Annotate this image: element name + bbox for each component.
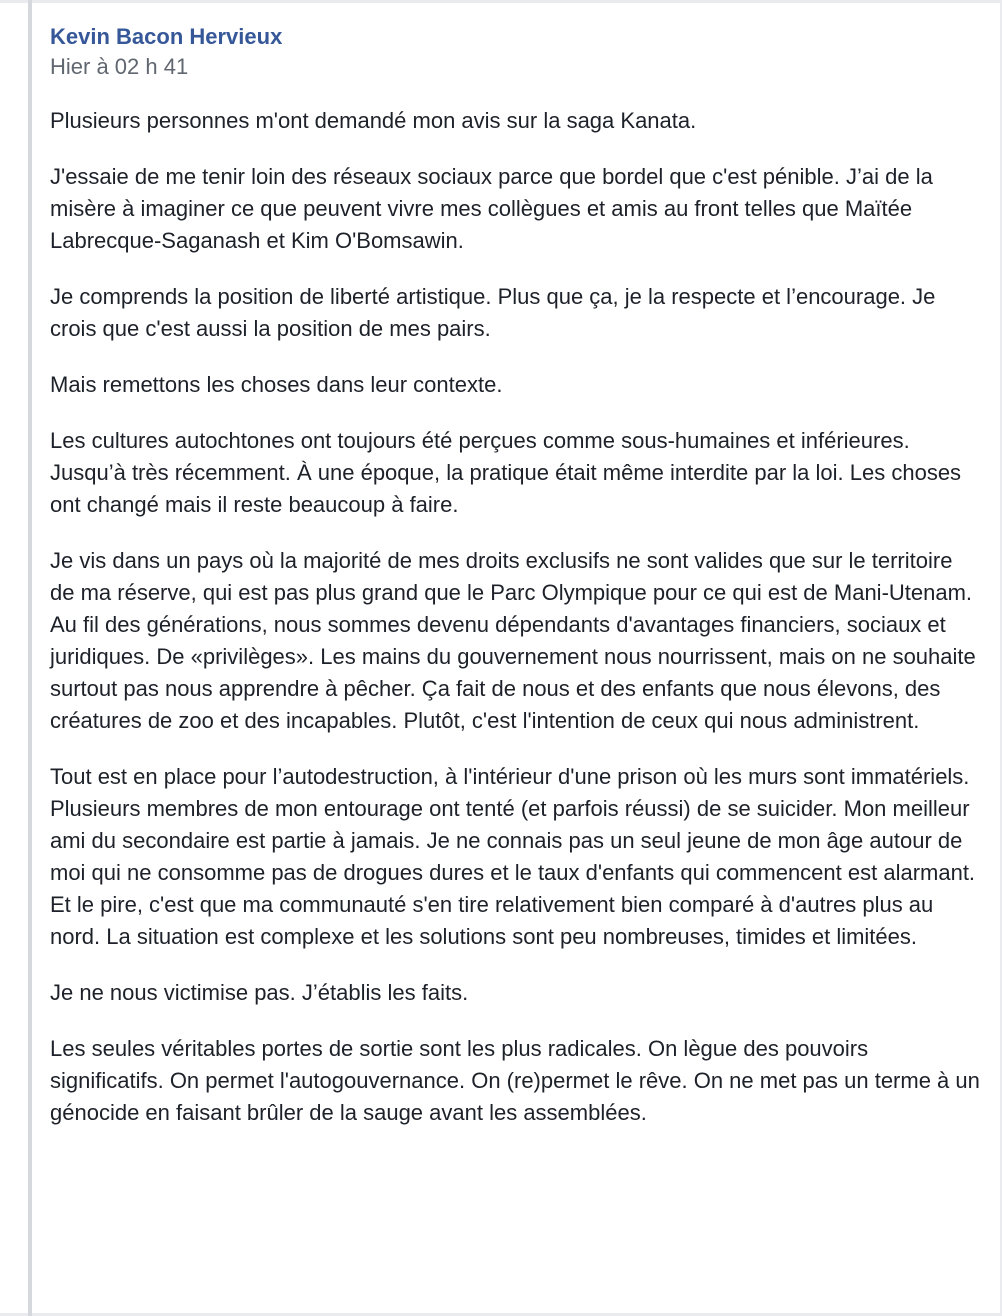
post-paragraph: Je vis dans un pays où la majorité de mes droits exclusifs ne sont valides que sur le territoire de ma réserve, qui est pas plus grand que le Parc Olympique pour ce qui est de Mani-Utenam. Au fil des générations, nous sommes devenu dépendants d'avantages financiers, sociaux et juridiques. De «privilèges». Les mains du gouvernement nous nourrissent, mais on ne souhaite surtout pas nous apprendre à pêcher. Ça fait de nous et des enfants que nous élevons, des créatures de zoo et des incapables. Plutôt, c'est l'intention de ceux qui nous administrent. xyxy=(50,548,976,733)
post-paragraph: Les seules véritables portes de sortie sont les plus radicales. On lègue des pouvoirs significatifs. On permet l'autogouvernance. On (re)permet le rêve. On ne met pas un terme à un génocide en faisant brûler de la sauge avant les assemblées. xyxy=(50,1036,980,1125)
post-paragraph: Tout est en place pour l’autodestruction, à l'intérieur d'une prison où les murs sont immatériels. Plusieurs membres de mon entourage ont tenté (et parfois réussi) de se suicider. Mon meilleur ami du secondaire est partie à jamais. Je ne connais pas un seul jeune de mon âge autour de moi qui ne consomme pas de drogues dures et le taux d'enfants qui commencent est alarmant. Et le pire, c'est que ma communauté s'en tire relativement bien comparé à d'autres plus au nord. La situation est complexe et les solutions sont peu nombreuses, timides et limitées. xyxy=(50,764,976,949)
post-paragraph: Les cultures autochtones ont toujours été perçues comme sous-humaines et inférieures. Jusqu’à très récemment. À une époque, la pratique était même interdite par la loi. Les choses ont changé mais il reste beaucoup à faire. xyxy=(50,428,962,517)
post-header xyxy=(50,22,980,82)
post-paragraph: J'essaie de me tenir loin des réseaux sociaux parce que bordel que c'est pénible. J’ai de la misère à imaginer ce que peuvent vivre mes collègues et amis au front telles que Maïtée Labrecque-Saganash et Kim O'Bomsawin. xyxy=(50,164,933,253)
shared-post xyxy=(50,22,980,1153)
post-body xyxy=(50,105,980,1129)
post-paragraph: Je comprends la position de liberté artistique. Plus que ça, je la respecte et l’encourage. Je crois que c'est aussi la position de mes pairs. xyxy=(50,284,936,341)
author-name-link[interactable]: Kevin Bacon Hervieux xyxy=(50,24,283,49)
frame-top-border xyxy=(0,0,1002,3)
post-paragraph: Plusieurs personnes m'ont demandé mon avis sur la saga Kanata. xyxy=(50,108,697,133)
post-paragraph: Je ne nous victimise pas. J’établis les faits. xyxy=(50,980,469,1005)
quote-bar xyxy=(28,0,32,1316)
post-timestamp-link[interactable]: Hier à 02 h 41 xyxy=(50,54,189,79)
post-paragraph: Mais remettons les choses dans leur contexte. xyxy=(50,372,503,397)
